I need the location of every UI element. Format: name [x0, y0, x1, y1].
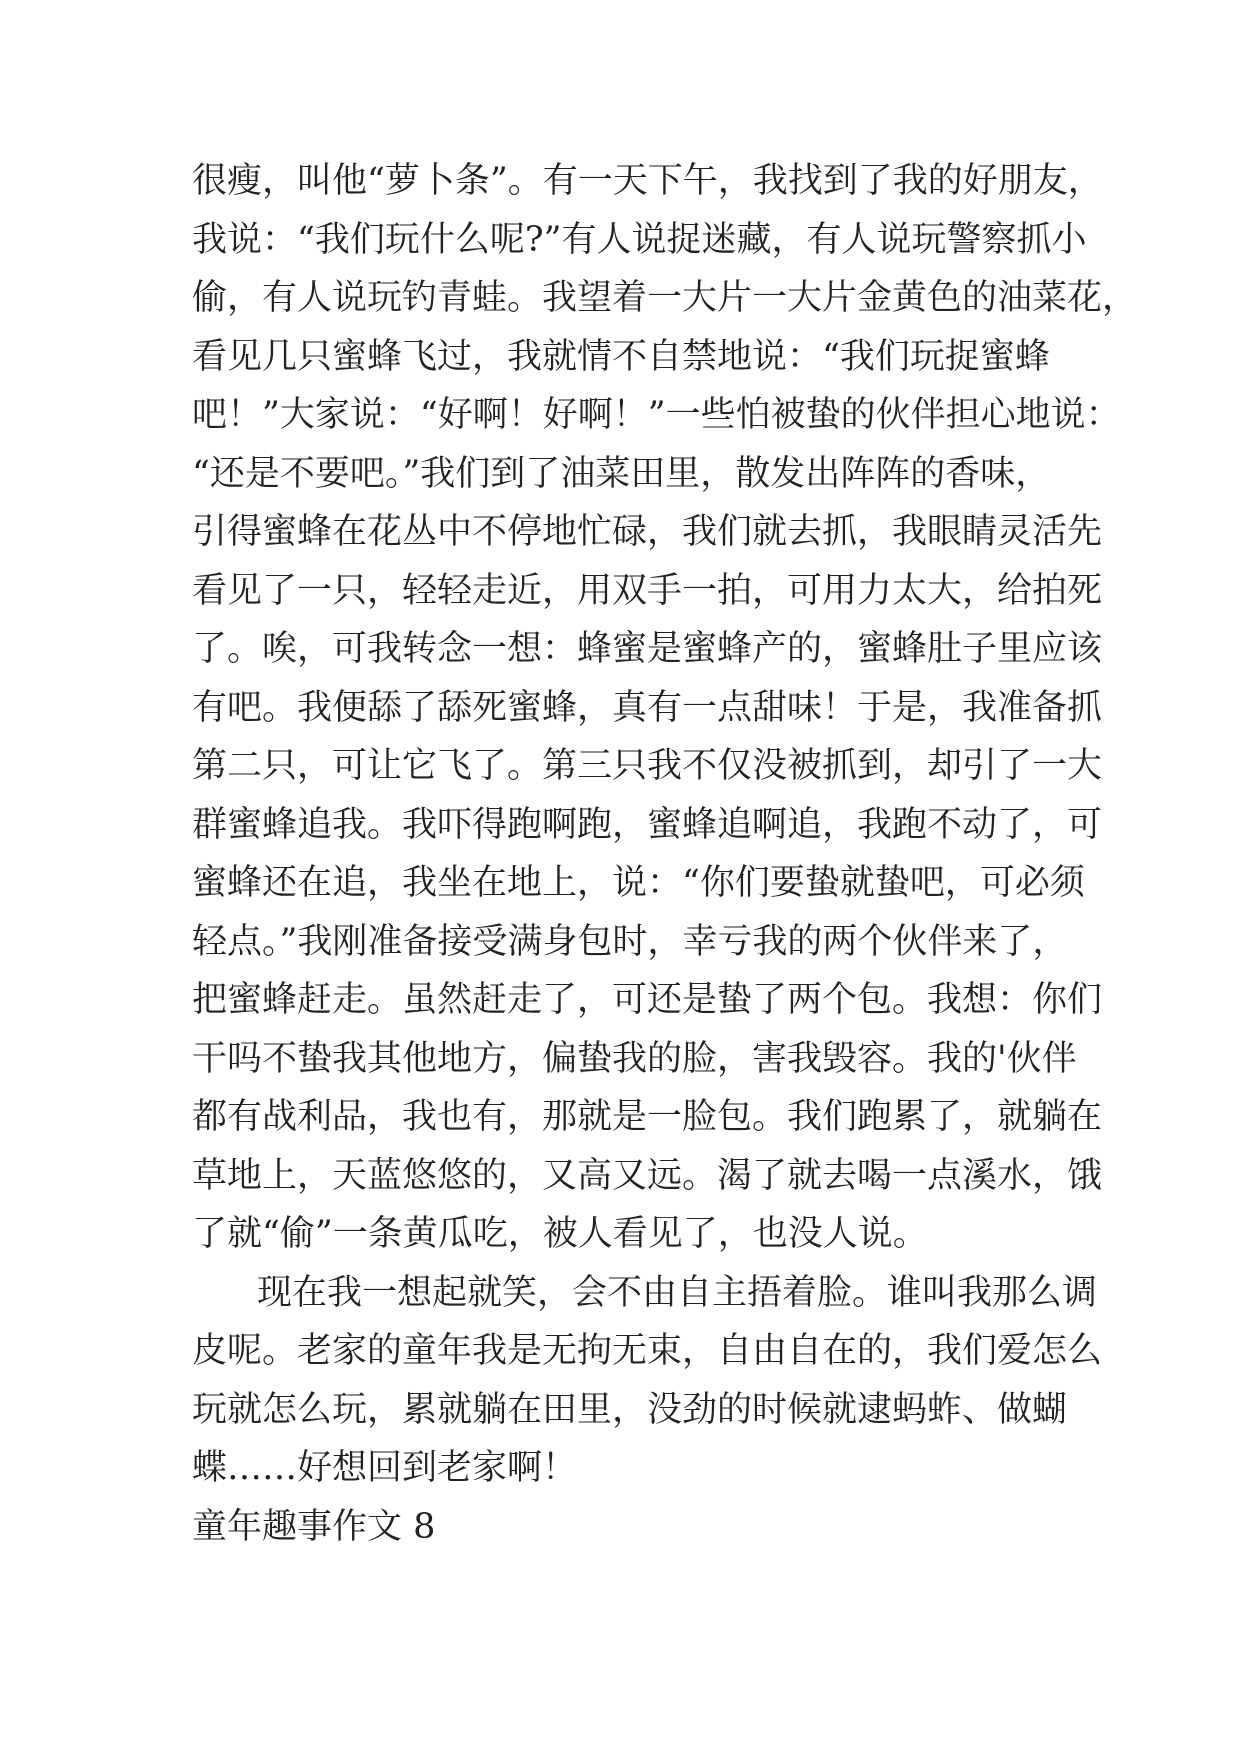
paragraph-1-line-16: 干吗不蛰我其他地方，偏蛰我的脸，害我毁容。我的'伙伴: [192, 1038, 1077, 1079]
paragraph-1-line-7: 引得蜜蜂在花丛中不停地忙碌，我们就去抓，我眼睛灵活先: [192, 512, 1103, 552]
paragraph-1-line-8: 看见了一只，轻轻走近，用双手一拍，可用力太大，给拍死: [192, 570, 1103, 611]
paragraph-1-line-5: 吧！”大家说：“好啊！好啊！”一些怕被蛰的伙伴担心地说：: [192, 395, 1121, 435]
paragraph-1-line-6: “还是不要吧。”我们到了油菜田里，散发出阵阵的香味，: [192, 453, 1051, 494]
section-heading: 童年趣事作文 8: [192, 1506, 436, 1547]
paragraph-1-line-14: 轻点。”我刚准备接受满身包时，幸亏我的两个伙伴来了，: [192, 921, 1068, 962]
paragraph-1-line-1: 很瘦，叫他“萝卜条”。有一天下午，我找到了我的好朋友，: [192, 161, 1103, 201]
paragraph-1-line-19: 了就“偷”一条黄瓜吃，被人看见了，也没人说。: [192, 1214, 928, 1254]
paragraph-1-line-2: 我说：“我们玩什么呢?”有人说捉迷藏，有人说玩警察抓小: [192, 219, 1087, 260]
paragraph-1-line-12: 群蜜蜂追我。我吓得跑啊跑，蜜蜂追啊追，我跑不动了，可: [192, 804, 1103, 845]
paragraph-1-line-3: 偷，有人说玩钓青蛙。我望着一大片一大片金黄色的油菜花，: [192, 278, 1138, 318]
paragraph-1-line-13: 蜜蜂还在追，我坐在地上，说：“你们要蛰就蛰吧，可必须: [192, 863, 1085, 903]
paragraph-1-line-4: 看见几只蜜蜂飞过，我就情不自禁地说：“我们玩捉蜜蜂: [192, 336, 1050, 377]
paragraph-2-line-1: 现在我一想起就笑，会不由自主捂着脸。谁叫我那么调: [257, 1272, 1098, 1313]
paragraph-1-line-18: 草地上，天蓝悠悠的，又高又远。渴了就去喝一点溪水，饿: [192, 1155, 1103, 1196]
paragraph-1: [192, 152, 1138, 1264]
paragraph-1-line-11: 第二只，可让它飞了。第三只我不仅没被抓到，却引了一大: [192, 746, 1103, 786]
paragraph-1-line-10: 有吧。我便舔了舔死蜜蜂，真有一点甜味！于是，我准备抓: [192, 687, 1103, 728]
paragraph-1-line-17: 都有战利品，我也有，那就是一脸包。我们跑累了，就躺在: [192, 1097, 1103, 1137]
document-body: [192, 152, 1138, 1556]
paragraph-2-line-2: 皮呢。老家的童年我是无拘无束，自由自在的，我们爱怎么: [192, 1331, 1103, 1371]
paragraph-2-line-3: 玩就怎么玩，累就躺在田里，没劲的时候就逮蚂蚱、做蝴: [192, 1389, 1068, 1430]
paragraph-2-line-4: 蝶……好想回到老家啊！: [192, 1448, 578, 1488]
paragraph-1-line-15: 把蜜蜂赶走。虽然赶走了，可还是蛰了两个包。我想：你们: [192, 980, 1103, 1020]
paragraph-1-line-9: 了。唉，可我转念一想：蜂蜜是蜜蜂产的，蜜蜂肚子里应该: [192, 629, 1103, 669]
paragraph-2: [192, 1264, 1103, 1498]
